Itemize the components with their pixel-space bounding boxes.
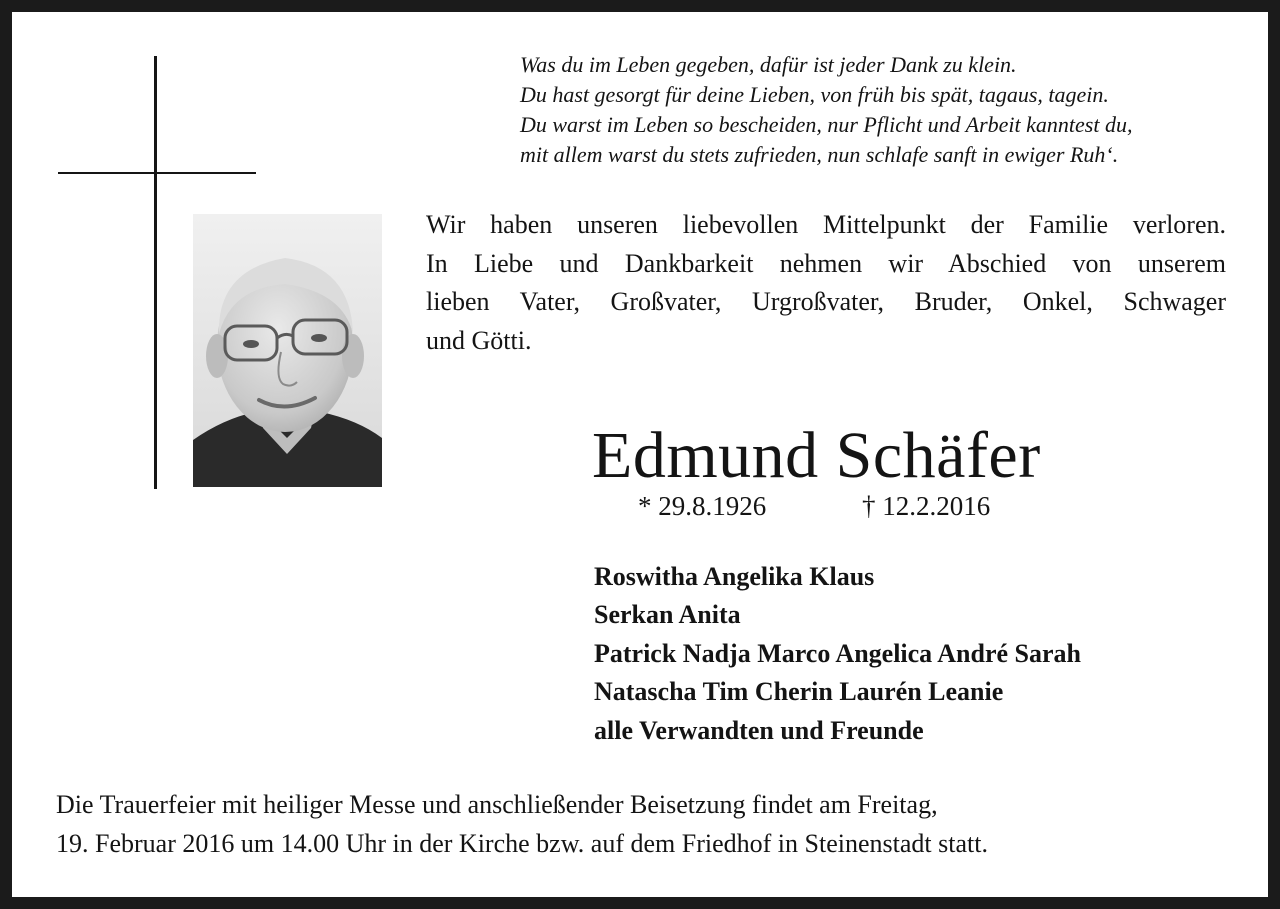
family-line: Serkan Anita	[594, 600, 741, 630]
service-line: 19. Februar 2016 um 14.00 Uhr in der Kirche bzw. auf dem Friedhof in Steinenstadt statt.	[56, 828, 988, 858]
intro-line: und Götti.	[426, 325, 532, 355]
poem-verse	[520, 50, 1260, 170]
family-line: Roswitha Angelika Klaus	[594, 562, 875, 591]
obituary-card	[12, 12, 1268, 897]
family-line: Patrick Nadja Marco Angelica André Sarah	[594, 638, 1081, 668]
family-line: Natascha Tim Cherin Laurén Leanie	[594, 677, 1004, 707]
poem-line: mit allem warst du stets zufrieden, nun schlafe sanft in ewiger Ruh‘.	[520, 142, 1119, 167]
death-date: † 12.2.2016	[862, 491, 991, 521]
portrait-illustration	[193, 214, 382, 487]
intro-line: Wir haben unseren liebevollen Mittelpunkt der Familie verloren.	[426, 210, 1226, 239]
cross-horizontal-bar	[58, 172, 256, 174]
service-line: Die Trauerfeier mit heiliger Messe und anschließender Beisetzung findet am Freitag,	[56, 790, 938, 819]
intro-text	[426, 206, 1226, 360]
birth-date: * 29.8.1926	[638, 491, 767, 521]
poem-line: Du hast gesorgt für deine Lieben, von früh bis spät, tagaus, tagein.	[520, 82, 1109, 107]
poem-line: Was du im Leben gegeben, dafür ist jeder Dank zu klein.	[520, 52, 1017, 77]
portrait-photo	[193, 214, 382, 487]
deceased-name: Edmund Schäfer	[592, 419, 1041, 492]
family-line: alle Verwandten und Freunde	[594, 715, 924, 745]
cross-vertical-bar	[154, 56, 157, 489]
family-list	[594, 558, 1081, 750]
service-notice	[56, 786, 988, 863]
intro-line: In Liebe und Dankbarkeit nehmen wir Abschied von unserem	[426, 248, 1226, 278]
poem-line: Du warst im Leben so bescheiden, nur Pflicht und Arbeit kanntest du,	[520, 112, 1133, 137]
intro-line: lieben Vater, Großvater, Urgroßvater, Bruder, Onkel, Schwager	[426, 287, 1226, 316]
